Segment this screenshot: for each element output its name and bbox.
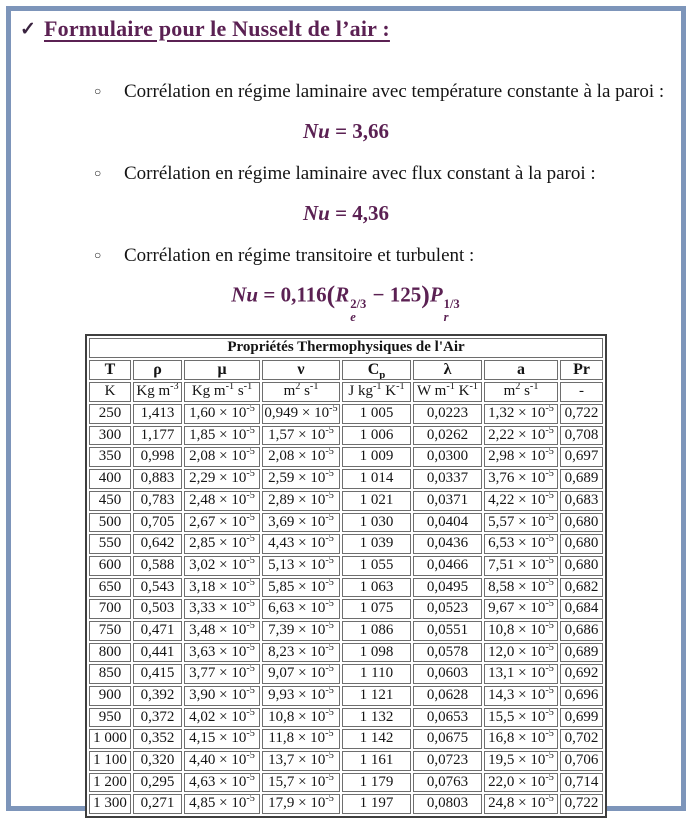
table-row <box>89 426 603 446</box>
column-header: μ <box>184 360 260 381</box>
table-cell: $9,67 \times 10^{-5}$ <box>484 599 558 619</box>
bullet-label: Corrélation en régime laminaire avec température constante à la paroi : <box>124 81 665 102</box>
column-header: a <box>484 360 558 381</box>
table-cell: $6,63 \times 10^{-5}$ <box>262 599 340 619</box>
table-cell: 0,0603 <box>413 664 482 684</box>
table-cell: $11,8 \times 10^{-5}$ <box>262 729 340 749</box>
table-cell: 1 100 <box>89 751 131 771</box>
table-row <box>89 513 603 533</box>
column-header: $C_p$ <box>342 360 411 381</box>
table-cell: 0,702 <box>560 729 603 749</box>
table-cell: $5,85 \times 10^{-5}$ <box>262 578 340 598</box>
table-cell: 0,680 <box>560 556 603 576</box>
table-cell: 0,705 <box>133 513 182 533</box>
table-row <box>89 534 603 554</box>
table-cell: 0,415 <box>133 664 182 684</box>
table-row <box>89 708 603 728</box>
table-cell: $2,98 \times 10^{-5}$ <box>484 447 558 467</box>
table-cell: $14,3 \times 10^{-5}$ <box>484 686 558 706</box>
formula-constant: − 125 <box>367 282 422 307</box>
prandtl-scripts <box>444 298 460 325</box>
table-title-row <box>89 338 603 358</box>
column-unit: J $kg^{-1}$ $K^{-1}$ <box>342 382 411 402</box>
table-cell: $12,0 \times 10^{-5}$ <box>484 643 558 663</box>
table-cell: 1 005 <box>342 404 411 424</box>
table-cell: 300 <box>89 426 131 446</box>
table-cell: $5,13 \times 10^{-5}$ <box>262 556 340 576</box>
table-cell: 900 <box>89 686 131 706</box>
table-cell: 0,722 <box>560 794 603 814</box>
table-row <box>89 729 603 749</box>
table-cell: 1 009 <box>342 447 411 467</box>
table-cell: $0,949 \times 10^{-5}$ <box>262 404 340 424</box>
table-cell: 1 063 <box>342 578 411 598</box>
reynolds-exponent: 2/3 <box>350 296 367 311</box>
table-cell: $4,02 \times 10^{-5}$ <box>184 708 260 728</box>
formula-variable: Nu <box>231 282 259 307</box>
table-cell: 0,543 <box>133 578 182 598</box>
formula-turbulent <box>16 280 676 325</box>
column-unit: - <box>560 382 603 402</box>
table-cell: 0,684 <box>560 599 603 619</box>
table-cell: 0,441 <box>133 643 182 663</box>
table-cell: $9,93 \times 10^{-5}$ <box>262 686 340 706</box>
table-cell: 0,0803 <box>413 794 482 814</box>
table-cell: 1 055 <box>342 556 411 576</box>
table-cell: 0,0371 <box>413 491 482 511</box>
table-row <box>89 599 603 619</box>
table-cell: $4,85 \times 10^{-5}$ <box>184 794 260 814</box>
table-cell: 0,689 <box>560 469 603 489</box>
circle-bullet-icon: ○ <box>94 247 102 262</box>
table-cell: 0,0763 <box>413 773 482 793</box>
prandtl-exponent: 1/3 <box>443 296 460 311</box>
formula-value: = 3,66 <box>329 118 390 143</box>
formula-coefficient: = 0,116 <box>258 282 327 307</box>
column-header: ν <box>262 360 340 381</box>
table-cell: $16,8 \times 10^{-5}$ <box>484 729 558 749</box>
table-cell: 1 132 <box>342 708 411 728</box>
column-header: λ <box>413 360 482 381</box>
table-cell: 0,722 <box>560 404 603 424</box>
circle-bullet-icon: ○ <box>94 165 102 180</box>
table-cell: 1 197 <box>342 794 411 814</box>
table-cell: 450 <box>89 491 131 511</box>
table-cell: $4,15 \times 10^{-5}$ <box>184 729 260 749</box>
table-cell: 0,0300 <box>413 447 482 467</box>
table-row <box>89 643 603 663</box>
table-cell: $2,29 \times 10^{-5}$ <box>184 469 260 489</box>
table-cell: 550 <box>89 534 131 554</box>
table-row <box>89 556 603 576</box>
bullet-laminar-flux <box>94 162 670 186</box>
document-content <box>16 14 676 818</box>
table-cell: 1 014 <box>342 469 411 489</box>
table-cell: 1 300 <box>89 794 131 814</box>
table-cell: $10,8 \times 10^{-5}$ <box>484 621 558 641</box>
table-cell: $2,22 \times 10^{-5}$ <box>484 426 558 446</box>
table-cell: 0,0223 <box>413 404 482 424</box>
table-cell: 0,392 <box>133 686 182 706</box>
table-cell: 0,0628 <box>413 686 482 706</box>
table-cell: 1,413 <box>133 404 182 424</box>
table-cell: 0,708 <box>560 426 603 446</box>
bullet-label: Corrélation en régime laminaire avec flux constant à la paroi : <box>124 162 596 184</box>
table-cell: $1,57 \times 10^{-5}$ <box>262 426 340 446</box>
table-cell: 700 <box>89 599 131 619</box>
table-cell: 1 161 <box>342 751 411 771</box>
table-row <box>89 794 603 814</box>
table-row <box>89 621 603 641</box>
table-cell: 1 142 <box>342 729 411 749</box>
table-cell: $15,7 \times 10^{-5}$ <box>262 773 340 793</box>
table-row <box>89 578 603 598</box>
table-cell: 0,0495 <box>413 578 482 598</box>
table-cell: $3,76 \times 10^{-5}$ <box>484 469 558 489</box>
formula-variable: Nu <box>302 118 330 143</box>
table-cell: $22,0 \times 10^{-5}$ <box>484 773 558 793</box>
table-cell: 0,783 <box>133 491 182 511</box>
table-row <box>89 491 603 511</box>
table-cell: $8,58 \times 10^{-5}$ <box>484 578 558 598</box>
table-cell: $4,40 \times 10^{-5}$ <box>184 751 260 771</box>
table-cell: 1 021 <box>342 491 411 511</box>
table-cell: 1 039 <box>342 534 411 554</box>
table-cell: 1 179 <box>342 773 411 793</box>
table-cell: 750 <box>89 621 131 641</box>
table-cell: 0,692 <box>560 664 603 684</box>
table-cell: 950 <box>89 708 131 728</box>
table-cell: $4,22 \times 10^{-5}$ <box>484 491 558 511</box>
table-cell: $3,33 \times 10^{-5}$ <box>184 599 260 619</box>
table-cell: 0,689 <box>560 643 603 663</box>
table-cell: $3,63 \times 10^{-5}$ <box>184 643 260 663</box>
column-unit: Kg $m^{-1}$ $s^{-1}$ <box>184 382 260 402</box>
column-unit: W $m^{-1}$ $K^{-1}$ <box>413 382 482 402</box>
title-line <box>20 16 676 42</box>
table-cell: $4,43 \times 10^{-5}$ <box>262 534 340 554</box>
table-cell: 0,0523 <box>413 599 482 619</box>
table-cell: $1,85 \times 10^{-5}$ <box>184 426 260 446</box>
close-paren: ) <box>421 279 430 309</box>
bullet-transitional-turbulent <box>94 244 670 268</box>
table-cell: $5,57 \times 10^{-5}$ <box>484 513 558 533</box>
column-unit: K <box>89 382 131 402</box>
table-cell: $2,08 \times 10^{-5}$ <box>262 447 340 467</box>
table-cell: 1,177 <box>133 426 182 446</box>
bullet-laminar-temperature <box>94 80 670 104</box>
column-unit: $m^2$ $s^{-1}$ <box>484 382 558 402</box>
table-cell: 0,0578 <box>413 643 482 663</box>
open-paren: ( <box>326 279 336 309</box>
table-cell: 0,0404 <box>413 513 482 533</box>
table-cell: 0,686 <box>560 621 603 641</box>
table-units-row <box>89 382 603 402</box>
table-cell: 0,699 <box>560 708 603 728</box>
table-cell: 0,352 <box>133 729 182 749</box>
table-cell: $13,1 \times 10^{-5}$ <box>484 664 558 684</box>
table-cell: 0,0653 <box>413 708 482 728</box>
formula-variable: Nu <box>302 200 330 225</box>
table-cell: $6,53 \times 10^{-5}$ <box>484 534 558 554</box>
table-cell: 0,295 <box>133 773 182 793</box>
table-cell: 0,0262 <box>413 426 482 446</box>
column-header: T <box>89 360 131 381</box>
table-cell: 1 121 <box>342 686 411 706</box>
table-cell: $19,5 \times 10^{-5}$ <box>484 751 558 771</box>
table-cell: $13,7 \times 10^{-5}$ <box>262 751 340 771</box>
column-unit: Kg $m^{-3}$ <box>133 382 182 402</box>
table-cell: $2,85 \times 10^{-5}$ <box>184 534 260 554</box>
table-row <box>89 469 603 489</box>
table-cell: 0,680 <box>560 513 603 533</box>
table-cell: 400 <box>89 469 131 489</box>
table-cell: 0,0675 <box>413 729 482 749</box>
table-cell: 0,680 <box>560 534 603 554</box>
properties-table <box>85 334 607 818</box>
table-row <box>89 686 603 706</box>
table-cell: 1 006 <box>342 426 411 446</box>
table-cell: $3,69 \times 10^{-5}$ <box>262 513 340 533</box>
reynolds-scripts <box>350 298 366 325</box>
table-row <box>89 751 603 771</box>
table-row <box>89 664 603 684</box>
table-cell: 850 <box>89 664 131 684</box>
table-cell: 0,683 <box>560 491 603 511</box>
table-cell: 0,271 <box>133 794 182 814</box>
table-cell: 0,0436 <box>413 534 482 554</box>
table-cell: $24,8 \times 10^{-5}$ <box>484 794 558 814</box>
column-unit: $m^2$ $s^{-1}$ <box>262 382 340 402</box>
table-cell: 0,682 <box>560 578 603 598</box>
table-cell: 1 075 <box>342 599 411 619</box>
table-cell: 650 <box>89 578 131 598</box>
table-cell: 0,372 <box>133 708 182 728</box>
table-cell: $3,18 \times 10^{-5}$ <box>184 578 260 598</box>
table-cell: 800 <box>89 643 131 663</box>
column-header: Pr <box>560 360 603 381</box>
table-cell: 1 000 <box>89 729 131 749</box>
column-header: ρ <box>133 360 182 381</box>
table-cell: 0,471 <box>133 621 182 641</box>
table-header-row <box>89 360 603 381</box>
table-cell: 350 <box>89 447 131 467</box>
table-cell: $4,63 \times 10^{-5}$ <box>184 773 260 793</box>
table-row <box>89 447 603 467</box>
table-cell: $8,23 \times 10^{-5}$ <box>262 643 340 663</box>
table-cell: 0,588 <box>133 556 182 576</box>
table-cell: 0,0337 <box>413 469 482 489</box>
table-cell: $7,39 \times 10^{-5}$ <box>262 621 340 641</box>
formula-laminar-temperature <box>16 119 676 144</box>
table-cell: 500 <box>89 513 131 533</box>
table-cell: 0,0466 <box>413 556 482 576</box>
table-cell: $15,5 \times 10^{-5}$ <box>484 708 558 728</box>
table-cell: $3,02 \times 10^{-5}$ <box>184 556 260 576</box>
table-cell: $7,51 \times 10^{-5}$ <box>484 556 558 576</box>
table-cell: 0,503 <box>133 599 182 619</box>
formula-laminar-flux <box>16 201 676 226</box>
table-cell: $10,8 \times 10^{-5}$ <box>262 708 340 728</box>
table-cell: $2,67 \times 10^{-5}$ <box>184 513 260 533</box>
table-cell: 0,697 <box>560 447 603 467</box>
table-cell: 1 200 <box>89 773 131 793</box>
page-title: Formulaire pour le Nusselt de l’air : <box>44 16 390 41</box>
table-cell: 1 030 <box>342 513 411 533</box>
bullet-label: Corrélation en régime transitoire et turbulent : <box>124 244 475 266</box>
table-cell: 1 086 <box>342 621 411 641</box>
prandtl-subscript: r <box>443 310 449 325</box>
table-cell: $2,89 \times 10^{-5}$ <box>262 491 340 511</box>
table-cell: 1 098 <box>342 643 411 663</box>
properties-table-body <box>89 338 603 814</box>
table-row <box>89 773 603 793</box>
checkmark-icon: ✓ <box>20 19 36 40</box>
reynolds-subscript: e <box>350 310 356 325</box>
table-cell: 0,642 <box>133 534 182 554</box>
table-row <box>89 404 603 424</box>
table-cell: 0,0723 <box>413 751 482 771</box>
table-cell: $9,07 \times 10^{-5}$ <box>262 664 340 684</box>
table-cell: 0,714 <box>560 773 603 793</box>
table-cell: $1,60 \times 10^{-5}$ <box>184 404 260 424</box>
table-cell: $3,77 \times 10^{-5}$ <box>184 664 260 684</box>
table-cell: 600 <box>89 556 131 576</box>
table-cell: 1 110 <box>342 664 411 684</box>
prandtl-symbol: P <box>429 282 443 307</box>
table-cell: 0,998 <box>133 447 182 467</box>
formula-value: = 4,36 <box>329 200 390 225</box>
circle-bullet-icon: ○ <box>94 84 102 98</box>
table-cell: 250 <box>89 404 131 424</box>
table-cell: 0,0551 <box>413 621 482 641</box>
table-cell: 0,706 <box>560 751 603 771</box>
table-cell: $3,90 \times 10^{-5}$ <box>184 686 260 706</box>
table-cell: $17,9 \times 10^{-5}$ <box>262 794 340 814</box>
table-cell: $1,32 \times 10^{-5}$ <box>484 404 558 424</box>
reynolds-symbol: R <box>335 282 350 307</box>
table-cell: 0,883 <box>133 469 182 489</box>
table-cell: $2,08 \times 10^{-5}$ <box>184 447 260 467</box>
table-cell: $2,59 \times 10^{-5}$ <box>262 469 340 489</box>
table-cell: 0,696 <box>560 686 603 706</box>
table-cell: $2,48 \times 10^{-5}$ <box>184 491 260 511</box>
table-title: Propriétés Thermophysiques de l'Air <box>89 338 603 358</box>
table-cell: 0,320 <box>133 751 182 771</box>
table-cell: $3,48 \times 10^{-5}$ <box>184 621 260 641</box>
